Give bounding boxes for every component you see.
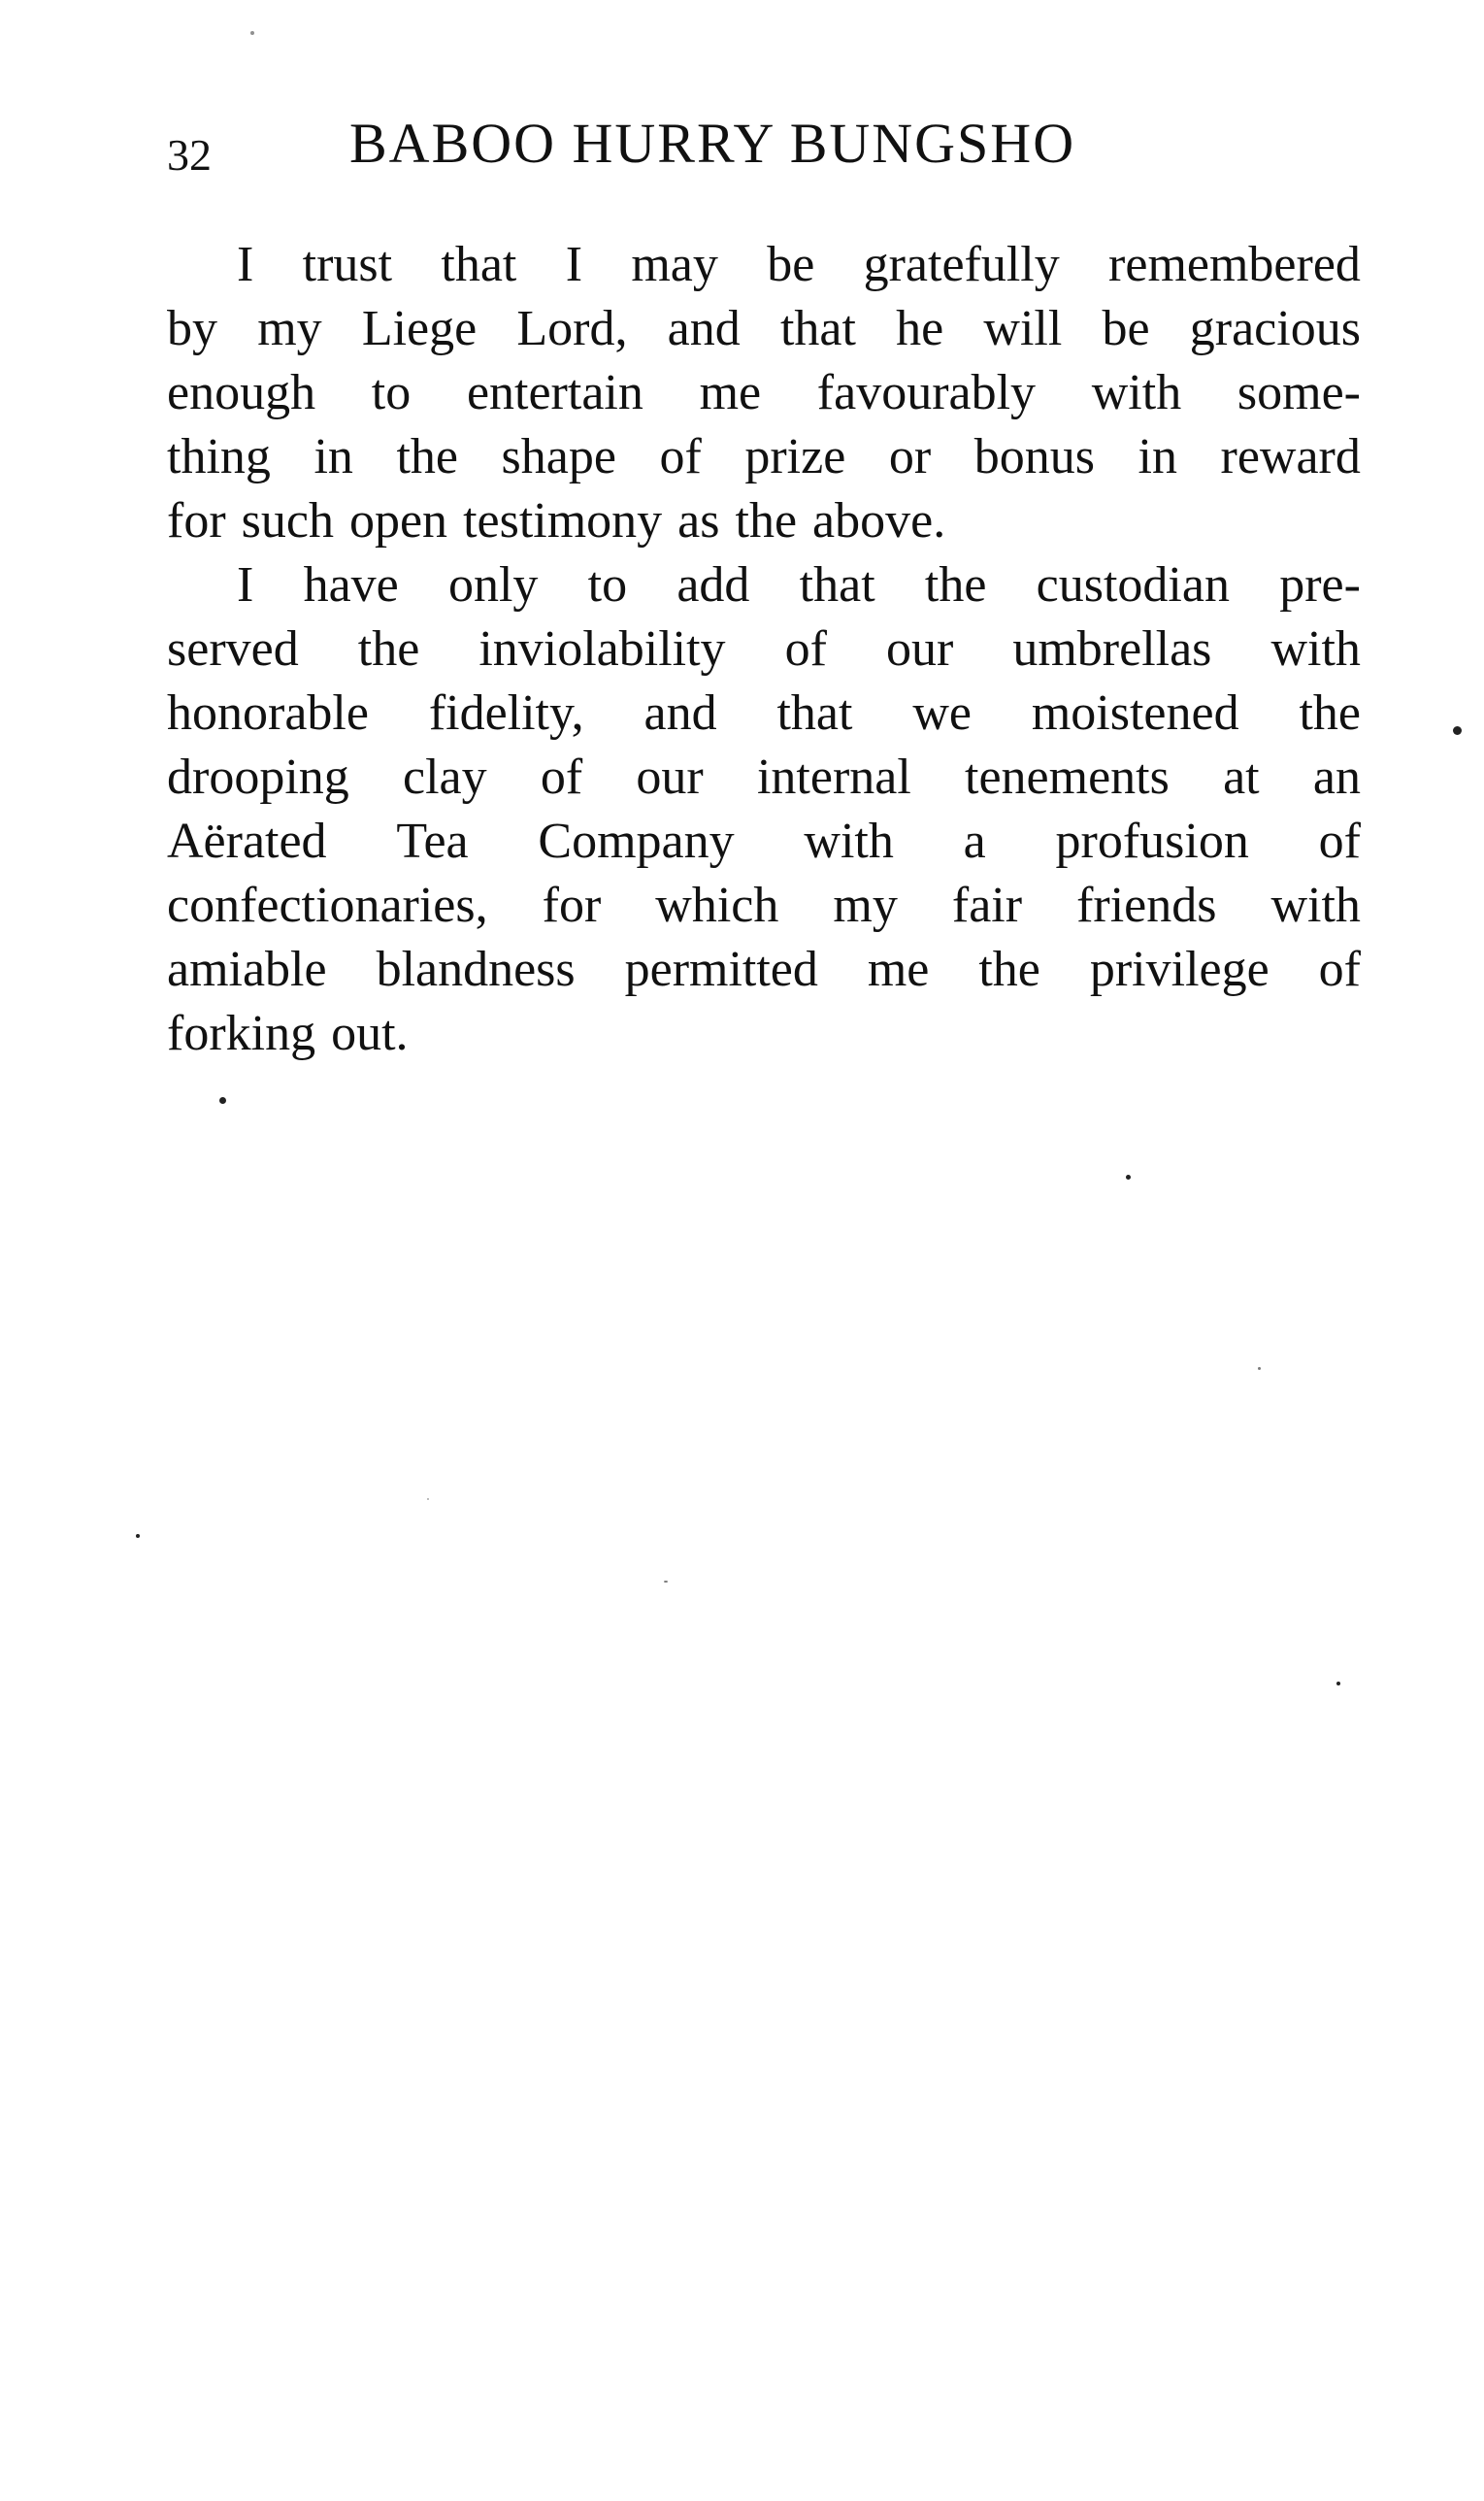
word: shape: [501, 429, 616, 484]
word: in: [1138, 429, 1177, 484]
word: the: [978, 942, 1040, 997]
word: drooping: [167, 750, 349, 805]
word: remembered: [1108, 237, 1361, 292]
word: reward: [1220, 429, 1361, 484]
word: as: [677, 493, 720, 549]
word: favourably: [816, 365, 1037, 420]
word: of: [540, 750, 583, 805]
word: and: [667, 301, 741, 356]
word: I: [565, 237, 583, 292]
word: of: [1318, 814, 1361, 869]
word: our: [885, 621, 954, 677]
word: that: [776, 685, 853, 741]
word: only: [447, 557, 539, 613]
word: my: [257, 301, 322, 356]
word: privilege: [1089, 942, 1270, 997]
paper-speck: [1336, 1682, 1340, 1685]
text-line: [167, 489, 1361, 553]
word: of: [1318, 942, 1361, 997]
paragraph-2: [167, 553, 1361, 1066]
word: that: [441, 237, 517, 292]
paragraph-1: [167, 233, 1361, 553]
word: blandness: [376, 942, 576, 997]
word: the: [1299, 685, 1361, 741]
word: or: [888, 429, 932, 484]
word: enough: [167, 365, 316, 420]
word: that: [779, 301, 856, 356]
word: such: [241, 493, 334, 549]
word: friends: [1076, 878, 1217, 933]
word: I: [237, 557, 254, 613]
word: open: [348, 493, 448, 549]
paper-speck: [1258, 1367, 1261, 1370]
word: entertain: [466, 365, 643, 420]
text-line: [167, 1002, 1361, 1066]
word: to: [371, 365, 412, 420]
word: profusion: [1055, 814, 1249, 869]
word: me: [867, 942, 930, 997]
word: add: [676, 557, 750, 613]
paper-speck: [1126, 1175, 1131, 1180]
word: gracious: [1189, 301, 1361, 356]
word: with: [804, 814, 894, 869]
word: permitted: [624, 942, 818, 997]
text-line: [167, 361, 1361, 425]
word: my: [833, 878, 898, 933]
word: me: [699, 365, 762, 420]
word: in: [313, 429, 353, 484]
word: of: [659, 429, 702, 484]
word: and: [643, 685, 717, 741]
word: amiable: [167, 942, 327, 997]
word: fair: [951, 878, 1023, 933]
word: testimony: [463, 493, 663, 549]
word: will: [983, 301, 1063, 356]
word: for: [167, 493, 226, 549]
text-line: [167, 874, 1361, 938]
word: he: [896, 301, 944, 356]
word: Aërated: [167, 814, 327, 869]
word: the: [924, 557, 987, 613]
word: which: [655, 878, 779, 933]
word: with: [1270, 621, 1361, 677]
word: Tea: [396, 814, 469, 869]
word: with: [1270, 878, 1361, 933]
word: at: [1223, 750, 1260, 805]
word: the: [357, 621, 420, 677]
running-head: [167, 105, 1361, 183]
word: bonus: [973, 429, 1095, 484]
word: inviolability: [478, 621, 726, 677]
text-line: [167, 553, 1361, 617]
word: gratefully: [863, 237, 1060, 292]
text-line: [167, 682, 1361, 746]
word: with: [1091, 365, 1182, 420]
paper-speck: [250, 31, 254, 35]
word: our: [636, 750, 704, 805]
word: above.: [812, 493, 946, 549]
text-line: [167, 617, 1361, 682]
paper-speck: [219, 1097, 226, 1104]
word: may: [631, 237, 718, 292]
body-text: [167, 233, 1361, 1066]
word: Company: [538, 814, 735, 869]
word: confectionaries,: [167, 878, 488, 933]
word: Lord,: [516, 301, 628, 356]
word: for: [542, 878, 602, 933]
text-line: [167, 938, 1361, 1002]
word: to: [587, 557, 628, 613]
word: be: [767, 237, 815, 292]
word: Liege: [361, 301, 478, 356]
word: the: [735, 493, 798, 549]
header-title: BABOO HURRY BUNGSHO: [349, 112, 1076, 175]
text-line: [167, 233, 1361, 297]
word: forking: [167, 1006, 316, 1061]
word: have: [303, 557, 399, 613]
paper-speck: [427, 1498, 429, 1500]
word: of: [784, 621, 827, 677]
paper-speck: [136, 1534, 140, 1538]
text-line: [167, 425, 1361, 489]
text-line: [167, 297, 1361, 361]
text-line: [167, 810, 1361, 874]
word: custodian: [1036, 557, 1230, 613]
paper-speck: [1453, 726, 1462, 735]
word: that: [799, 557, 875, 613]
word: pre-: [1279, 557, 1361, 613]
word: I: [237, 237, 254, 292]
word: umbrellas: [1012, 621, 1212, 677]
paper-speck: [664, 1581, 668, 1583]
word: some-: [1237, 365, 1361, 420]
word: tenements: [965, 750, 1170, 805]
word: an: [1312, 750, 1361, 805]
text-line: [167, 746, 1361, 810]
word: moistened: [1031, 685, 1239, 741]
word: fidelity,: [428, 685, 584, 741]
word: prize: [744, 429, 846, 484]
word: the: [396, 429, 458, 484]
word: we: [912, 685, 972, 741]
word: be: [1102, 301, 1150, 356]
word: served: [167, 621, 299, 677]
word: by: [167, 301, 217, 356]
word: clay: [403, 750, 487, 805]
word: trust: [302, 237, 393, 292]
word: out.: [331, 1006, 409, 1061]
page-number: 32: [167, 130, 212, 180]
word: thing: [167, 429, 271, 484]
word: internal: [756, 750, 911, 805]
word: a: [963, 814, 986, 869]
word: honorable: [167, 685, 369, 741]
